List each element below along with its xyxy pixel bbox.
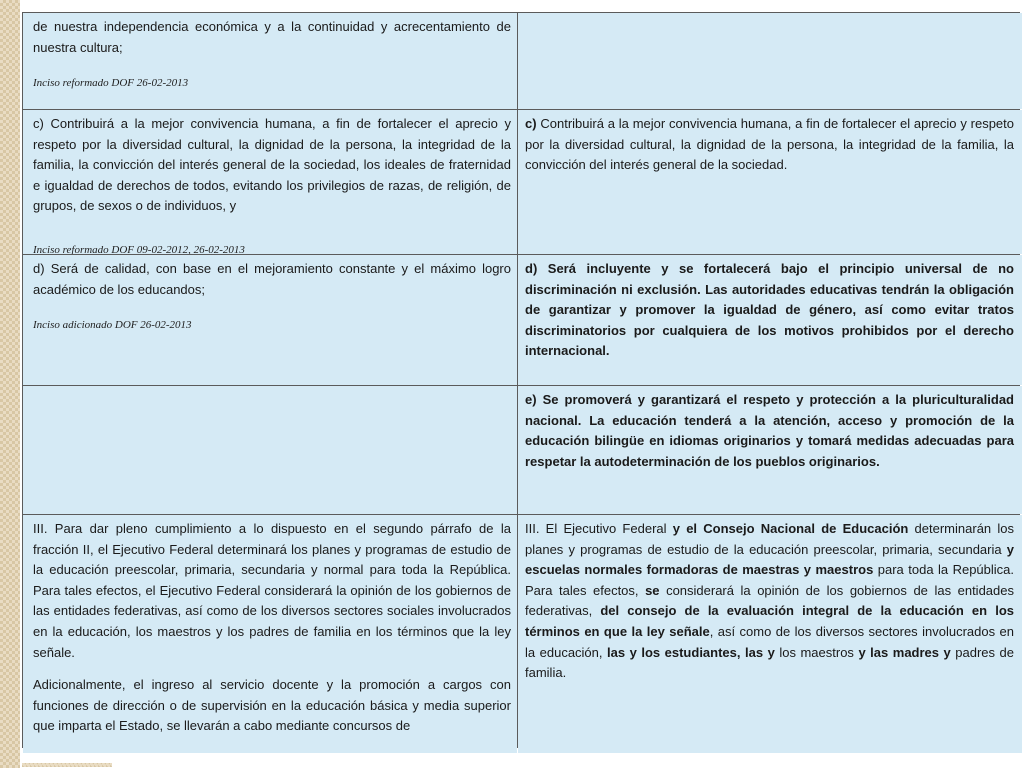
cell-text-second-paragraph: Adicionalmente, el ingreso al servicio docente y la promoción a cargos con funciones de dirección o de supervisión en la educación básica y media superior que imparta el Estado, se llevarán a cabo mediante concursos de — [33, 677, 511, 734]
table-cell-left-row-2 — [23, 110, 517, 254]
text-segment: considerará la opinión de los gobiernos de las entidades federativas, — [525, 582, 1014, 619]
cell-text: de nuestra independencia económica y a la continuidad y acrecentamiento de nuestra cultura; — [33, 19, 511, 55]
text-segment-bold: y las madres y — [858, 644, 951, 660]
text-segment: padres de familia. — [525, 644, 1014, 681]
text-segment: para toda la República. Para tales efectos, — [525, 562, 1015, 598]
text-segment-bold: del consejo de la evaluación integral de la educación en los términos en que la ley señale — [525, 603, 1014, 639]
cell-text: III. Para dar pleno cumplimiento a lo dispuesto en el segundo párrafo de la fracción II, el Ejecutivo Federal determinará los planes y programas de estudio de la educación preescolar, primaria, secundaria y normal para toda la República. Para tales efectos, el Ejecutivo Federal considerará la opinión de los gobiernos de las entidades federativas, así como de los diversos sectores sociales involucrados en la educación, los maestros y los padres de familia en los términos que la ley señale. — [33, 521, 511, 660]
cell-text: c) Contribuirá a la mejor convivencia humana, a fin de fortalecer el aprecio y respeto por la diversidad cultural, la dignidad de la persona, la integridad de la familia, la convicción del interés general de la sociedad, los ideales de fraternidad e igualdad de derechos de todos, evitando los privilegios de razas, de religión, de grupos, de sexos o de individuos, y — [33, 116, 511, 214]
table-cell-right-row-2 — [518, 110, 1022, 254]
cell-text-bold: d) Será incluyente y se fortalecerá bajo el principio universal de no discriminación ni exclusión. Las autoridades educativas tendrán la obligación de garantizar y promover la igualdad de género, así como evitar tratos discriminatorios por cualquiera de los motivos prohibidos por el derecho internacional. — [525, 261, 1014, 359]
text-segment: los maestros — [774, 644, 859, 660]
text-segment: , así como de los diversos sectores involucrados en la educación, — [525, 623, 1014, 660]
text-segment: determinarán los planes y programas de estudio de la educación preescolar, primaria, secundaria — [525, 521, 1014, 557]
cell-text: d) Será de calidad, con base en el mejoramiento constante y el máximo logro académico de los educandos; — [33, 261, 511, 297]
reform-note: Inciso reformado DOF 09-02-2012, 26-02-2013 — [33, 243, 245, 254]
table-cell-left-row-3 — [23, 255, 517, 385]
reform-note: Inciso reformado DOF 26-02-2013 — [33, 77, 189, 90]
table-cell-right-row-1 — [518, 13, 1022, 109]
text-segment-bold: las y los estudiantes, las y — [607, 644, 775, 660]
text-segment: III. El Ejecutivo Federal — [525, 521, 673, 536]
table-cell-right-row-5 — [518, 515, 1022, 753]
reform-note: Inciso adicionado DOF 26-02-2013 — [33, 319, 192, 332]
cell-text-bold: e) Se promoverá y garantizará el respeto y protección a la pluriculturalidad nacional. La educación tenderá a la atención, acceso y promoción de la educación bilingüe en idiomas originarios y tomará medidas adecuadas para respetar la autodeterminación de los pueblos originarios. — [525, 392, 1014, 469]
table-cell-right-row-3 — [518, 255, 1022, 385]
text-segment-bold: se — [645, 582, 660, 598]
decorative-side-border — [0, 0, 20, 768]
decorative-bottom-mark — [22, 763, 112, 767]
table-cell-left-row-1 — [23, 13, 517, 109]
table-cell-left-row-5 — [23, 515, 517, 753]
table-cell-left-row-4 — [23, 386, 517, 514]
table-cell-right-row-4 — [518, 386, 1022, 514]
text-segment-bold: y escuelas normales formadoras de maestras y maestros — [525, 541, 1014, 578]
cell-text: Contribuirá a la mejor convivencia humana, a fin de fortalecer el aprecio y respeto por la diversidad cultural, la dignidad de la persona, la integridad de la familia, la convicción del interés general de la sociedad. — [525, 116, 1014, 173]
text-segment-bold: y el Consejo Nacional de Educación — [672, 521, 909, 536]
item-letter: c) — [525, 116, 537, 131]
comparison-table — [22, 12, 1020, 748]
